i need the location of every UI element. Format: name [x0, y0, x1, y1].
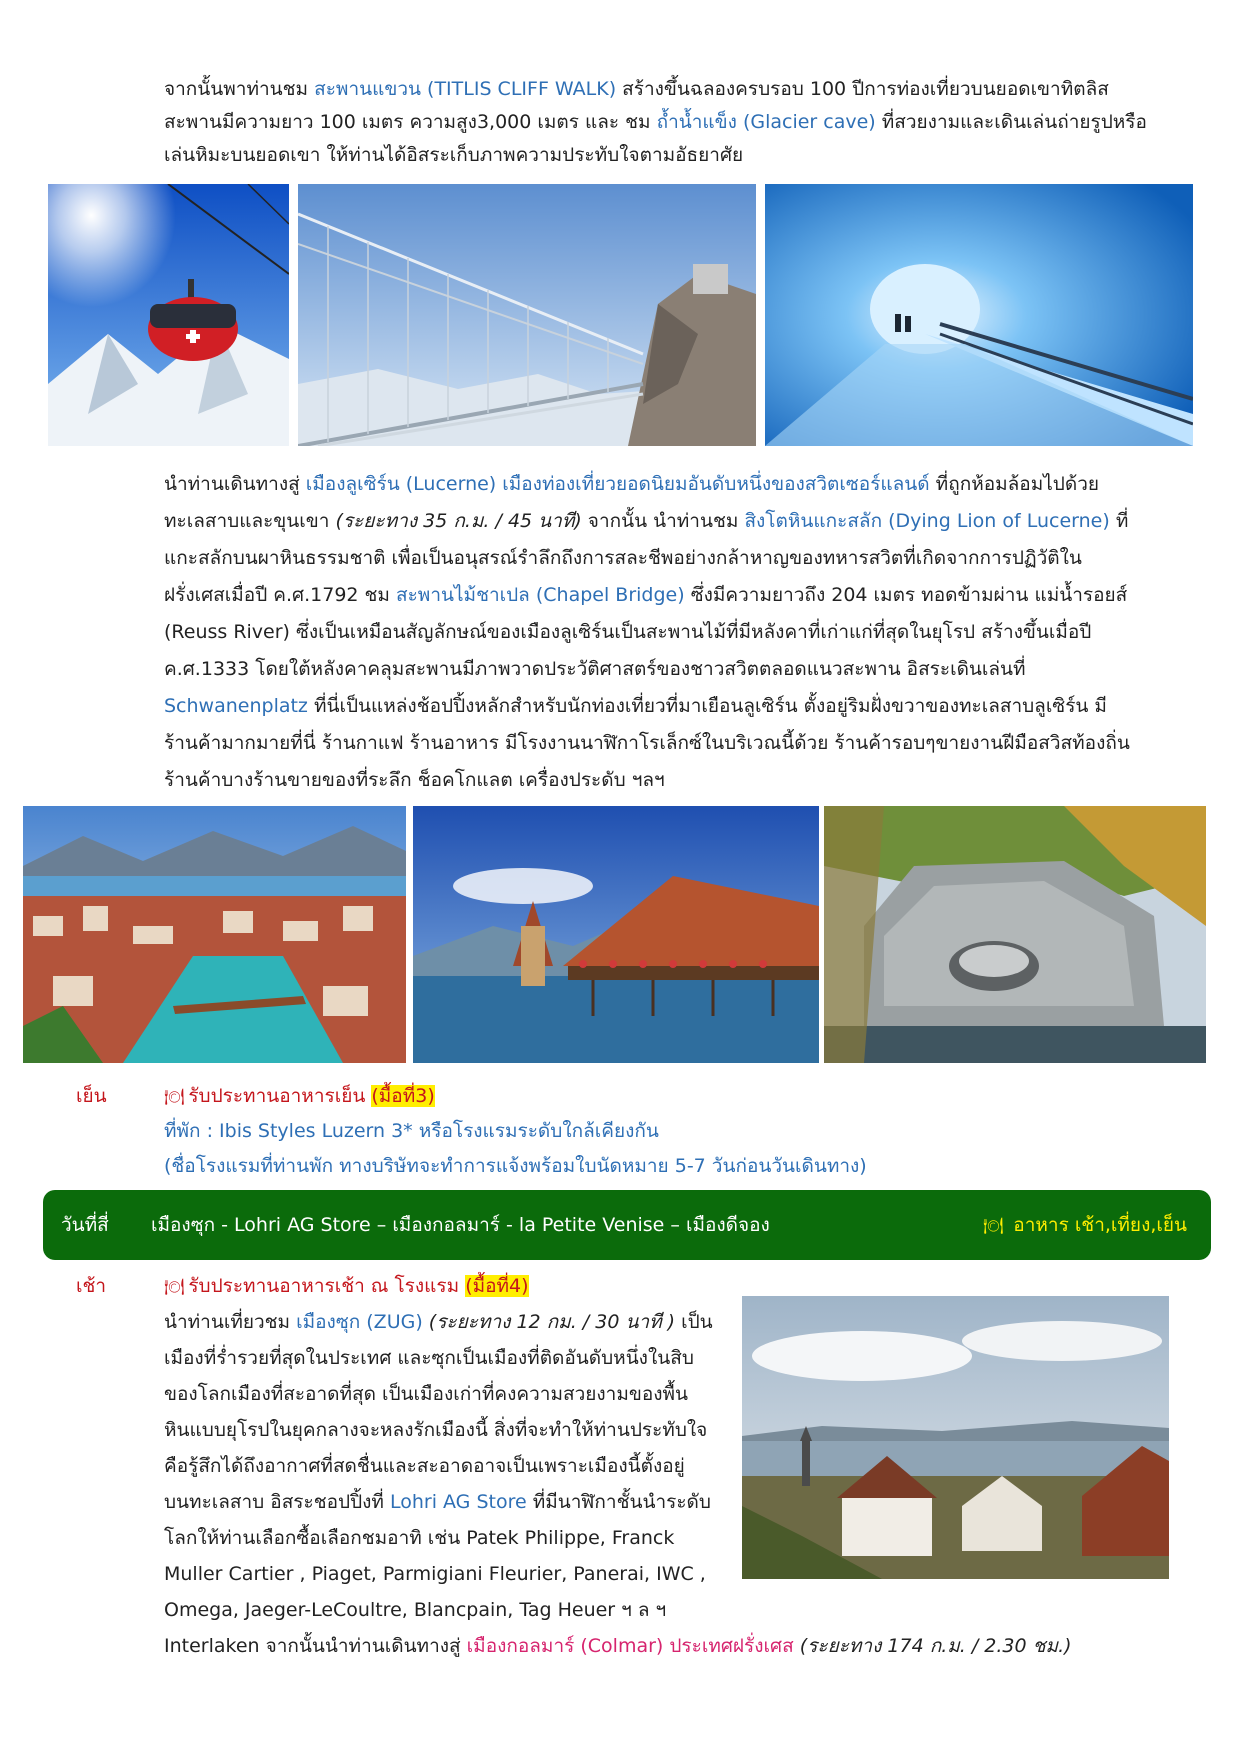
lohri-store-link: Lohri AG Store — [389, 1491, 527, 1513]
lucerne-line-3: แกะสลักบนผาหินธรรมชาติ เพื่อเป็นอนุสรณ์รำลึกถึงการสละชีพอย่างกล้าหาญของทหารสวิตที่เกิดจากการปฏิวัติใน — [164, 547, 1082, 569]
breakfast-label: เช้า — [76, 1275, 107, 1297]
meal-icon: 🍽 — [164, 1277, 185, 1296]
lucerne-line-2: ทะเลสาบและขุนเขา (ระยะทาง 35 ก.ม. / 45 นาที) จากนั้น นำท่านชม สิงโตหินแกะสลัก (Dying Lion of Lucerne) ที่ — [164, 510, 1129, 532]
day4-header-bar — [43, 1190, 1211, 1260]
titlis-cliff-walk-photo — [298, 184, 756, 446]
hotel-info: ที่พัก : Ibis Styles Luzern 3* หรือโรงแรมระดับใกล้เคียงกัน — [164, 1120, 659, 1142]
intro-line-2: สะพานมีความยาว 100 เมตร ความสูง3,000 เมตร และ ชม ถ้ำน้ำแข็ง (Glacier cave) ที่สวยงามและเดินเล่นถ่ายรูปหรือ — [164, 111, 1147, 133]
chapel-bridge-link: สะพานไม้ชาเปล (Chapel Bridge) — [396, 584, 685, 606]
dinner-meal: 🍽 รับประทานอาหารเย็น (มื้อที่3) — [164, 1078, 435, 1115]
glacier-cave-photo — [765, 184, 1193, 446]
titlis-cliff-walk-link: สะพานแขวน (TITLIS CLIFF WALK) — [314, 78, 617, 100]
lucerne-line-9: ร้านค้าบางร้านขายของที่ระลึก ช็อคโกแลต เครื่องประดับ ฯลฯ — [164, 769, 665, 791]
lucerne-city-photo — [23, 806, 406, 1063]
lucerne-line-5: (Reuss River) ซึ่งเป็นเหมือนสัญลักษณ์ของเมืองลูเซิร์นเป็นสะพานไม้ที่มีหลังคาที่เก่าแก่ที่สุดในยุโรป สร้างขึ้นเมื่อปี — [164, 621, 1092, 643]
schwanenplatz-link: Schwanenplatz — [164, 695, 308, 717]
zug-line-4: หินแบบยุโรปในยุคกลางจะหลงรักเมืองนี้ สิ่งที่จะทำให้ท่านประทับใจ — [164, 1419, 708, 1441]
day4-meals: 🍽 อาหาร เช้า,เที่ยง,เย็น — [983, 1207, 1187, 1244]
intro-line-1: จากนั้นพาท่านชม สะพานแขวน (TITLIS CLIFF WALK) สร้างขึ้นฉลองครบรอบ 100 ปีการท่องเที่ยวบนยอดเขาทิตลิส — [164, 78, 1109, 100]
zug-line-9: Omega, Jaeger-LeCoultre, Blancpain, Tag Heuer ฯ ล ฯ — [164, 1599, 667, 1621]
meal-icon: 🍽 — [164, 1087, 185, 1106]
zug-line-7: โลกให้ท่านเลือกซื้อเลือกชมอาทิ เช่น Patek Philippe, Franck — [164, 1527, 675, 1549]
day4-label: วันที่สี่ — [61, 1214, 109, 1236]
dying-lion-link: สิงโตหินแกะสลัก (Dying Lion of Lucerne) — [744, 510, 1110, 532]
dinner-meal-number: (มื้อที่3) — [371, 1085, 435, 1107]
dinner-label: เย็น — [76, 1085, 107, 1107]
zug-link: เมืองซุก (ZUG) — [296, 1311, 423, 1333]
zug-line-5: คือรู้สึกได้ถึงอากาศที่สดชื่นและสะอาดอาจเป็นเพราะเมืองนี้ตั้งอยู่ — [164, 1455, 685, 1477]
hotel-note: (ชื่อโรงแรมที่ท่านพัก ทางบริษัทจะทำการแจ้งพร้อมใบนัดหมาย 5-7 วันก่อนวันเดินทาง) — [164, 1155, 867, 1177]
zug-line-2: เมืองที่ร่ำรวยที่สุดในประเทศ และซุกเป็นเมืองที่ติดอันดับหนึ่งในสิบ — [164, 1347, 694, 1369]
titlis-cable-car-photo — [48, 184, 289, 446]
lucerne-line-7: Schwanenplatz ที่นี่เป็นแหล่งช้อปปิ้งหลักสำหรับนักท่องเที่ยวที่มาเยือนลูเซิร์น ตั้งอยู่ริมฝั่งขวาของทะเลสาบลูเซิร์น มี — [164, 695, 1107, 717]
lucerne-line-8: ร้านค้ามากมายที่นี่ ร้านกาแฟ ร้านอาหาร มีโรงงานนาฬิกาโรเล็กซ์ในบริเวณนี้ด้วย ร้านค้ารอบๆขายงานฝีมือสวิสท้องถิ่น — [164, 732, 1130, 754]
lucerne-line-6: ค.ศ.1333 โดยใต้หลังคาคลุมสะพานมีภาพวาดประวัติศาสตร์ของชาวสวิตตลอดแนวสะพาน อิสระเดินเล่นที่ — [164, 658, 1026, 680]
zug-line-10: Interlaken จากนั้นนำท่านเดินทางสู่ เมืองกอลมาร์ (Colmar) ประเทศฝรั่งเศส (ระยะทาง 174 ก.ม. / 2.30 ชม.) — [164, 1635, 1072, 1657]
zug-line-1: นำท่านเที่ยวชม เมืองซุก (ZUG) (ระยะทาง 12 กม. / 30 นาที ) เป็น — [164, 1311, 713, 1333]
lucerne-line-4: ฝรั่งเศสเมื่อปี ค.ศ.1792 ชม สะพานไม้ชาเปล (Chapel Bridge) ซึ่งมีความยาวถึง 204 เมตร ทอดข้ามผ่าน แม่น้ำรอยส์ — [164, 584, 1128, 606]
lucerne-line-1: นำท่านเดินทางสู่ เมืองลูเซิร์น (Lucerne) เมืองท่องเที่ยวยอดนิยมอันดับหนึ่งของสวิตเซอร์แลนด์ ที่ถูกห้อมล้อมไปด้วย — [164, 473, 1099, 495]
colmar-link: เมืองกอลมาร์ (Colmar) ประเทศฝรั่งเศส — [466, 1635, 794, 1657]
meal-icon: 🍽 — [982, 1216, 1004, 1235]
lucerne-link: เมืองลูเซิร์น (Lucerne) เมืองท่องเที่ยวยอดนิยมอันดับหนึ่งของสวิตเซอร์แลนด์ — [305, 473, 930, 495]
glacier-cave-link: ถ้ำน้ำแข็ง (Glacier cave) — [656, 111, 876, 133]
intro-line-3: เล่นหิมะบนยอดเขา ให้ท่านได้อิสระเก็บภาพความประทับใจตามอัธยาศัย — [164, 144, 744, 166]
zug-line-6: บนทะเลสาบ อิสระชอปปิ้งที่ Lohri AG Store ที่มีนาฬิกาชั้นนำระดับ — [164, 1491, 711, 1513]
breakfast-meal: 🍽 รับประทานอาหารเช้า ณ โรงแรม (มื้อที่4) — [164, 1268, 529, 1305]
breakfast-meal-number: (มื้อที่4) — [465, 1275, 529, 1297]
day4-route: เมืองซุก - Lohri AG Store – เมืองกอลมาร์ - la Petite Venise – เมืองดีจอง — [151, 1214, 770, 1236]
zug-line-8: Muller Cartier , Piaget, Parmigiani Fleurier, Panerai, IWC , — [164, 1563, 706, 1585]
zug-town-photo — [742, 1296, 1169, 1579]
dying-lion-photo — [824, 806, 1206, 1063]
zug-line-3: ของโลกเมืองที่สะอาดที่สุด เป็นเมืองเก่าที่คงความสวยงามของพื้น — [164, 1383, 689, 1405]
chapel-bridge-photo — [413, 806, 819, 1063]
